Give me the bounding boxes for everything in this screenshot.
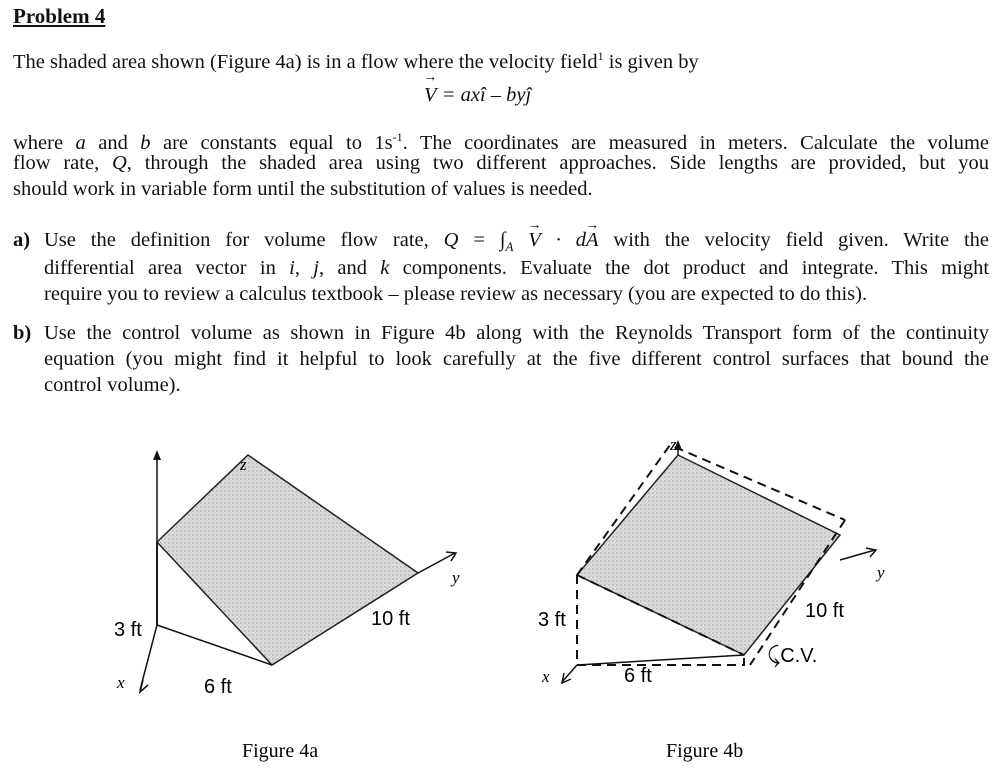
cv-label-text: C.V.: [780, 645, 818, 667]
para-text: . The coordinates are measured in meters. Calculate the volume: [402, 131, 990, 154]
problem-title: Problem 4: [13, 4, 106, 28]
velocity-vector-symbol: → V: [528, 227, 541, 253]
part-a-text: Use the definition for volume flow rate,: [44, 229, 444, 251]
y-axis-line: [418, 553, 455, 573]
dim-height-label: 3 ft: [114, 619, 142, 641]
shaded-area: [577, 455, 840, 655]
var-Q: Q: [443, 229, 459, 251]
para-line-3: should work in variable form until the substitution of values is needed.: [13, 178, 593, 200]
figure-4a-diagram: [100, 430, 500, 762]
para-text: are constants equal to 1s: [150, 131, 393, 154]
shaded-area: [157, 455, 418, 665]
intro-line: [13, 43, 699, 75]
figure-4b-caption: Figure 4b: [666, 740, 744, 762]
cv-hook-icon: ⤹: [767, 642, 781, 667]
figure-4a-caption: Figure 4a: [242, 740, 319, 762]
part-a-line-2: [44, 255, 989, 281]
integral-sign: = ∫: [458, 229, 506, 251]
eq-j-hat: ĵ: [525, 84, 532, 106]
para-text: and: [85, 131, 141, 154]
area-vector-symbol: → A: [586, 227, 599, 253]
x-axis-arrow-icon: [140, 680, 148, 692]
y-axis-label: y: [452, 568, 460, 587]
part-b-line-3: control volume).: [44, 374, 181, 396]
x-axis-label: x: [542, 667, 550, 686]
eq-part-1: = ax: [436, 84, 480, 106]
dim-width-label: 6 ft: [204, 676, 232, 698]
part-a-text: differential area vector in: [44, 257, 290, 279]
part-a-label: a): [13, 229, 31, 251]
z-axis-label: z: [670, 435, 677, 454]
y-axis-line: [840, 550, 875, 560]
part-a-text: ,: [294, 257, 314, 279]
exponent: -1: [392, 130, 403, 144]
dot-product: · d: [540, 229, 586, 251]
var-k: k: [380, 257, 390, 279]
x-axis-label: x: [117, 673, 125, 692]
part-b-line-1: Use the control volume as shown in Figure 4b along with the Reynolds Transport form of the continuity: [44, 322, 989, 344]
part-a-line-3: require you to review a calculus textbook – please review as necessary (you are expected to do this).: [44, 283, 868, 305]
part-a-text: components. Evaluate the dot product and integrate. This might: [389, 257, 990, 279]
para-text: flow rate,: [13, 152, 112, 174]
var-j: j: [313, 257, 319, 279]
dim-length-label: 10 ft: [805, 600, 844, 622]
z-axis-arrow-icon: [153, 450, 161, 460]
para-line-2: [13, 150, 989, 176]
velocity-vector-symbol: → V: [424, 84, 437, 107]
var-Q: Q: [111, 152, 127, 174]
eq-part-2: – by: [485, 84, 526, 106]
eq-i-hat: î: [479, 84, 486, 106]
z-axis-label: z: [240, 455, 247, 474]
figure-4b-diagram: [520, 420, 960, 760]
y-axis-label: y: [877, 563, 885, 582]
para-text: , through the shaded area using two different approaches. Side lengths are provided, but you: [126, 152, 989, 174]
part-b-label: b): [13, 322, 32, 344]
part-a-text: , and: [318, 257, 381, 279]
dim-height-label: 3 ft: [538, 609, 566, 631]
cv-label: [767, 642, 817, 668]
dim-length-label: 10 ft: [371, 608, 410, 630]
intro-text-1: The shaded area shown (Figure 4a) is in a flow where the velocity field: [13, 50, 598, 73]
footnote-marker: 1: [597, 49, 604, 63]
part-a-text: with the velocity field given. Write the: [598, 229, 989, 251]
intro-text-2: is given by: [603, 50, 699, 73]
var-i: i: [289, 257, 295, 279]
var-a: a: [75, 131, 86, 154]
velocity-equation: [424, 84, 531, 107]
integral-subscript: A: [505, 239, 514, 255]
dim-width-label: 6 ft: [624, 665, 652, 687]
base-edge: [577, 655, 744, 665]
part-b-line-2: equation (you might find it helpful to look carefully at the five different control surfaces that bound the: [44, 348, 989, 370]
var-b: b: [140, 131, 151, 154]
para-text: where: [13, 131, 76, 154]
